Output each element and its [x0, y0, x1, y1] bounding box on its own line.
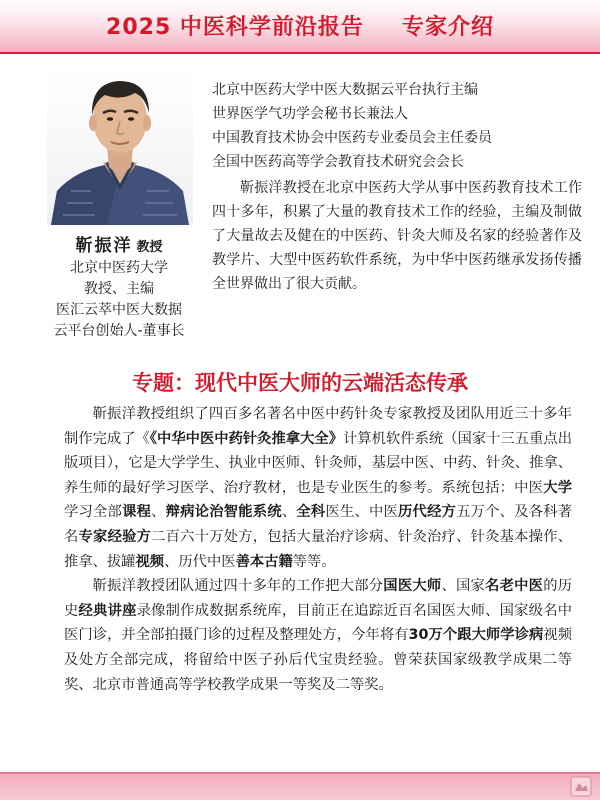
paragraph-1 [64, 402, 572, 574]
highlight: 善本古籍 [235, 553, 293, 570]
highlight: 国医大师 [383, 578, 442, 595]
portrait-image [47, 63, 193, 225]
expert-photo [47, 63, 193, 225]
topic-body [64, 402, 572, 697]
highlight: 30万个跟大师学诊病 [408, 627, 544, 644]
highlight: 历代经方 [398, 504, 457, 521]
text-run: 等等。 [292, 553, 336, 570]
expert-name: 靳振洋 [75, 236, 133, 256]
highlight: 视频 [135, 553, 165, 570]
role-line: 中国教育技术协会中医药专业委员会主任委员 [212, 130, 492, 146]
highlight: 经典讲座 [78, 602, 137, 619]
text-run: 、 [151, 504, 166, 521]
role-line: 世界医学气功学会秘书长兼法人 [212, 106, 408, 122]
watermark-icon [570, 776, 592, 797]
text-run: 计算机软件系统（国家十三五重点出版项目），它是大学学生、执业中医师、针灸师，基层中医、中药、针灸、推拿、养生师的最好学习医学、治疗教材，也是专业医生的参考。系统包括：中医 [64, 430, 572, 496]
footer-band [0, 774, 600, 800]
software-title: 《中华中医中药针灸推拿大全》 [149, 430, 344, 447]
highlight: 名老中医 [485, 578, 544, 595]
role-line: 北京中医药大学中医大数据云平台执行主编 [212, 82, 478, 98]
highlight: 辩病论治智能系统 [165, 504, 282, 521]
expert-bio: 靳振洋教授在北京中医药大学从事中医药教育技术工作四十多年，积累了大量的教育技术工作的经验，主编及制做了大量故去及健在的中医药、针灸大师及名家的经验著作及教学片、大型中医药软件系统，为中华中医药继承发扬传播全世界做出了很大贡献。 [212, 180, 582, 292]
paragraph-2 [64, 574, 572, 697]
expert-name-line [30, 231, 208, 256]
text-run: 靳振洋教授团队通过四十多年的工作把大部分 [92, 578, 384, 595]
text-run: 医生、中医 [325, 504, 399, 521]
highlight: 专家经验方 [78, 528, 152, 545]
text-run: 、 [281, 504, 297, 521]
affiliation-line: 医汇云萃中医大数据 [56, 302, 182, 318]
text-run: 学习全部 [64, 504, 123, 521]
text-run: 、国家 [441, 578, 486, 595]
role-line: 全国中医药高等学会教育技术研究会会长 [212, 154, 464, 170]
expert-title: 教授 [136, 240, 163, 255]
affiliation-line: 云平台创始人-董事长 [53, 323, 185, 339]
page-title [0, 10, 600, 41]
section-title: 专家介绍 [401, 15, 494, 40]
report-title: 2025 中医科学前沿报告 [106, 15, 364, 40]
highlight: 大学 [543, 479, 573, 496]
affiliation-line: 教授、主编 [84, 281, 154, 297]
text-run: 五万个、及各科著名 [64, 504, 573, 545]
affiliation [30, 258, 208, 342]
affiliation-line: 北京中医药大学 [70, 260, 168, 276]
text-run: 的历史 [64, 578, 573, 619]
text-run: 录像制作成数据系统库，目前正在追踪近百名国医大师、国家级名中医门诊，并全部拍摄门诊的过程及整理处方，今年将有 [64, 602, 573, 644]
topic-heading: 专题：现代中医大师的云端活态传承 [132, 371, 468, 395]
expert-intro [212, 78, 582, 296]
text-run: 靳振洋教授组织了四百多名著名中医中药针灸专家教授及团队用近三十多年制作完成了《 [64, 406, 572, 447]
highlight: 全科 [296, 504, 326, 521]
text-run: 视频及处方全部完成，将留给中医子孙后代宝贵经验。曾荣获国家级教学成果二等奖、北京市普通高等学校教学成果一等奖及二等奖。 [64, 627, 573, 693]
highlight: 课程 [122, 504, 152, 521]
text-run: 二百六十万处方，包括大量治疗诊病、针灸治疗、针灸基本操作、推拿、拔罐 [64, 528, 573, 570]
header-divider [0, 52, 600, 54]
text-run: 、历代中医 [164, 553, 236, 570]
expert-name-block [30, 231, 208, 342]
